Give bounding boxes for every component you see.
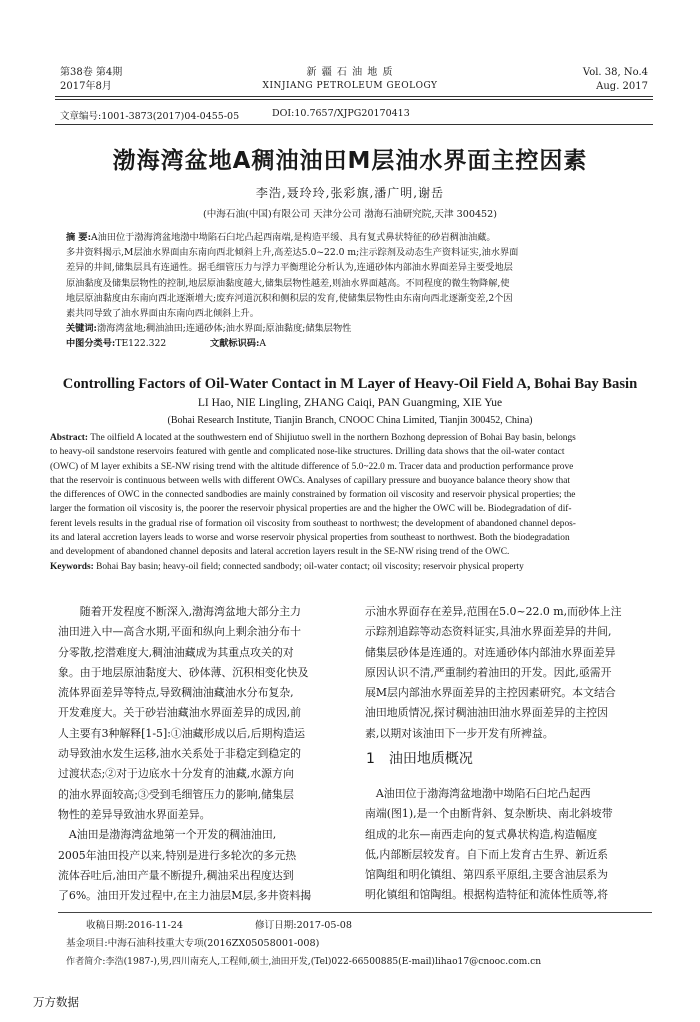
header-rule-2 [55,99,653,100]
abstract-cn [66,230,640,352]
abstract-en-line: its and lateral accretion layers leads to worse and worse reservoir physical properties from southeast to northwest. Both the biodegradation [50,533,570,544]
body-line: 储集层砂体是连通的。对连通砂体内部油水界面差异 [365,645,616,659]
body-line: 了6%。油田开发过程中,在主力油层M层,多井资料揭 [58,889,312,903]
footnote-received: 收稿日期:2016-11-24 [86,920,183,931]
abstract-cn-line: 素共同导致了油水界面由东南向西北倾斜上升。 [66,308,259,320]
body-line: 流体吞吐后,油田产量不断提升,稠油采出程度达到 [58,868,294,882]
section-number: 1 [366,751,375,767]
article-doi: DOI:10.7657/XJPG20170413 [272,108,410,119]
keywords-en: Bohai Bay basin; heavy-oil field; connected sandbody; oil-water contact; oil viscosity; reservoir physical property [96,561,524,572]
abstract-en-line: and development of abandoned channel deposits and lateral accretion layers result in the SE-NW rising trend of the OWC. [50,547,510,558]
watermark: 万方数据 [33,995,79,1009]
body-line: 过渡状态;②对于边底水十分发育的油藏,水源方向 [58,767,294,781]
authors-en: LI Hao, NIE Lingling, ZHANG Caiqi, PAN Guangming, XIE Yue [197,397,503,409]
abstract-en-line: ferent levels results in the gradual rise of formation oil viscosity from southeast to northwest; the development of abandoned channel depos- [50,518,576,529]
abstract-cn-line: 原油黏度及储集层物性的控制,地层原油黏度越大,储集层物性越差,则油水界面越高。不同程度的微生物降解,使 [66,277,510,289]
info-rule [55,124,653,125]
body-line: 素,以期对该油田下一步开发有所裨益。 [365,726,554,740]
body-line: 示油水界面存在差异,范围在5.0~22.0 m,而砂体上注 [365,605,622,618]
header-rule [55,96,653,97]
body-line: 低,内部断层较发育。自下而上发育古生界、新近系 [365,847,609,861]
header-volume-en: Vol. 38, No.4 [582,67,648,78]
body-line: 物性的差异导致油水界面差异。 [58,807,211,821]
header-date-en: Aug. 2017 [596,81,648,92]
section-heading [366,748,473,768]
body-line: 展M层内部油水界面差异的主控因素研究。本文结合 [365,686,616,700]
body-line: A油田位于渤海湾盆地渤中坳陷石臼坨凸起西 [365,787,591,800]
body-line: 油田地质情况,探讨稠油油田油水界面差异的主控因 [365,706,609,720]
body-line: A油田是渤海湾盆地第一个开发的稠油油田, [58,828,277,842]
abstract-en-line: that the reservoir is continuous between wells with different OWCs. Analyses of capillary pressure and buoyance balance theory show that [50,475,570,486]
body-line: 示踪剂追踪等动态资料证实,具油水界面差异的井间, [365,625,612,639]
body-line: 象。由于地层原油黏度大、砂体薄、沉积相变化快及 [58,665,309,679]
body-line: 动导致油水发生运移,油水关系处于非稳定到稳定的 [58,747,302,761]
footnote-revised: 修订日期:2017-05-08 [255,920,352,931]
classification-label: 中图分类号: [66,338,116,350]
body-line: 组成的北东—南西走向的复式鼻状构造,构造幅度 [365,827,598,841]
abstract-en-line: the differences of OWC in the connected sandbodies are mainly constrained by formation oil viscosity and reservoir physical properties; the [50,490,576,501]
doc-code-label: 文献标识码: [210,338,260,350]
abstract-en-line: The oilfield A located at the southwestern end of Shijiutuo swell in the northern Bozhong depression of Bohai Bay basin, belongs [90,433,576,443]
page-title: 渤海湾盆地A稠油油田M层油水界面主控因素 [112,148,588,174]
doc-code-value: A [259,338,266,350]
header-volume-cn: 第38卷 第4期 [60,67,123,78]
body-line: 分零散,挖潜难度大,稠油油藏成为其重点攻关的对 [58,645,294,659]
abstract-cn-line: 差异的井间,储集层具有连通性。据毛细管压力与浮力平衡理论分析认为,连通砂体内部油水界面差异主要受地层 [66,262,513,274]
footnote-fund: 基金项目:中海石油科技重大专项(2016ZX05058001-008) [66,938,320,949]
abstract-en-line: (OWC) of M layer exhibits a SE-NW rising trend with the altitude difference of 5.0~22.0 m. Tracer data and production performance prove [50,461,574,472]
keywords-cn: 渤海湾盆地;稠油油田;连通砂体;油水界面;原油黏度;储集层物性 [96,323,352,335]
body-line: 明化镇组和馆陶组。根据构造特征和流体性质等,将 [365,888,609,902]
abstract-cn-line: A油田位于渤海湾盆地渤中坳陷石臼坨凸起西南端,是构造平缓、具有复式鼻状特征的砂岩稠油油藏。 [90,232,496,243]
abstract-cn-line: 地层原油黏度由东南向西北逐渐增大;废弃河道沉积和侧积层的发育,使储集层物性由东南向西北逐渐变差,2个因 [66,292,513,304]
header-journal-cn: 新 疆 石 油 地 质 [306,67,394,78]
authors-cn: 李浩,聂玲玲,张彩旗,潘广明,谢岳 [255,186,445,200]
footnote-rule [58,912,652,913]
body-line: 原因认识不清,严重制约着油田的开发。因此,亟需开 [365,665,612,679]
body-line: 油田进入中—高含水期,平面和纵向上剩余油分布十 [58,625,302,639]
abstract-cn-label: 摘 要: [66,232,91,243]
body-line: 开发难度大。关于砂岩油藏油水界面差异的成因,前 [58,706,302,720]
article-number: 文章编号:1001-3873(2017)04-0455-05 [60,111,240,122]
body-line: 南端(图1),是一个由断背斜、复杂断块、南北斜坡带 [365,807,613,821]
body-line: 随着开发程度不断深入,渤海湾盆地大部分主力 [79,605,302,618]
header-date-cn: 2017年8月 [60,81,112,92]
abstract-en [50,431,652,574]
body-line: 人主要有3种解释[1-5]:①油藏形成以后,后期构造运 [58,726,306,740]
abstract-en-label: Abstract: [50,433,89,443]
footnote-author: 作者简介:李浩(1987-),男,四川南充人,工程师,硕士,油田开发,(Tel)022-66500885(E-mail)lihao17@cnooc.com.cn [66,957,542,967]
affiliation-cn: (中海石油(中国)有限公司 天津分公司 渤海石油研究院,天津 300452) [202,209,498,220]
body-right-column-top [365,602,655,744]
title-en: Controlling Factors of Oil-Water Contact in M Layer of Heavy-Oil Field A, Bohai Bay Basin [62,376,638,392]
section-title: 油田地质概况 [388,751,473,767]
affiliation-en: (Bohai Research Institute, Tianjin Branch, CNOOC China Limited, Tianjin 300452, China) [167,415,533,426]
abstract-cn-line: 多井资料揭示,M层油水界面由东南向西北倾斜上升,高差达5.0~22.0 m;注示踪剂及动态生产资料证实,油水界面 [66,247,519,259]
abstract-en-line: larger the formation oil viscosity is, the poorer the reservoir physical properties are and the higher the OWC will be. Biodegradation of dif- [50,504,572,515]
body-line: 流体界面差异等特点,导致稠油油藏油水分布复杂, [58,686,294,700]
header-journal-en: XINJIANG PETROLEUM GEOLOGY [262,81,438,91]
keywords-cn-label: 关键词: [66,323,97,335]
body-line: 馆陶组和明化镇组、第四系平原组,主要含油层系为 [365,868,609,882]
abstract-en-line: to heavy-oil sandstone reservoirs featured with gentle and complicated nose-like structures. Drilling data shows that the oil-water contact [50,447,565,458]
body-right-column-bottom [365,784,655,906]
keywords-en-label: Keywords: [50,561,94,572]
classification-value: TE122.322 [115,338,167,350]
body-line: 的油水界面较高;③受到毛细管压力的影响,储集层 [58,787,294,801]
body-line: 2005年油田投产以来,特别是进行多轮次的多元热 [58,848,297,862]
body-left-column [58,602,342,906]
